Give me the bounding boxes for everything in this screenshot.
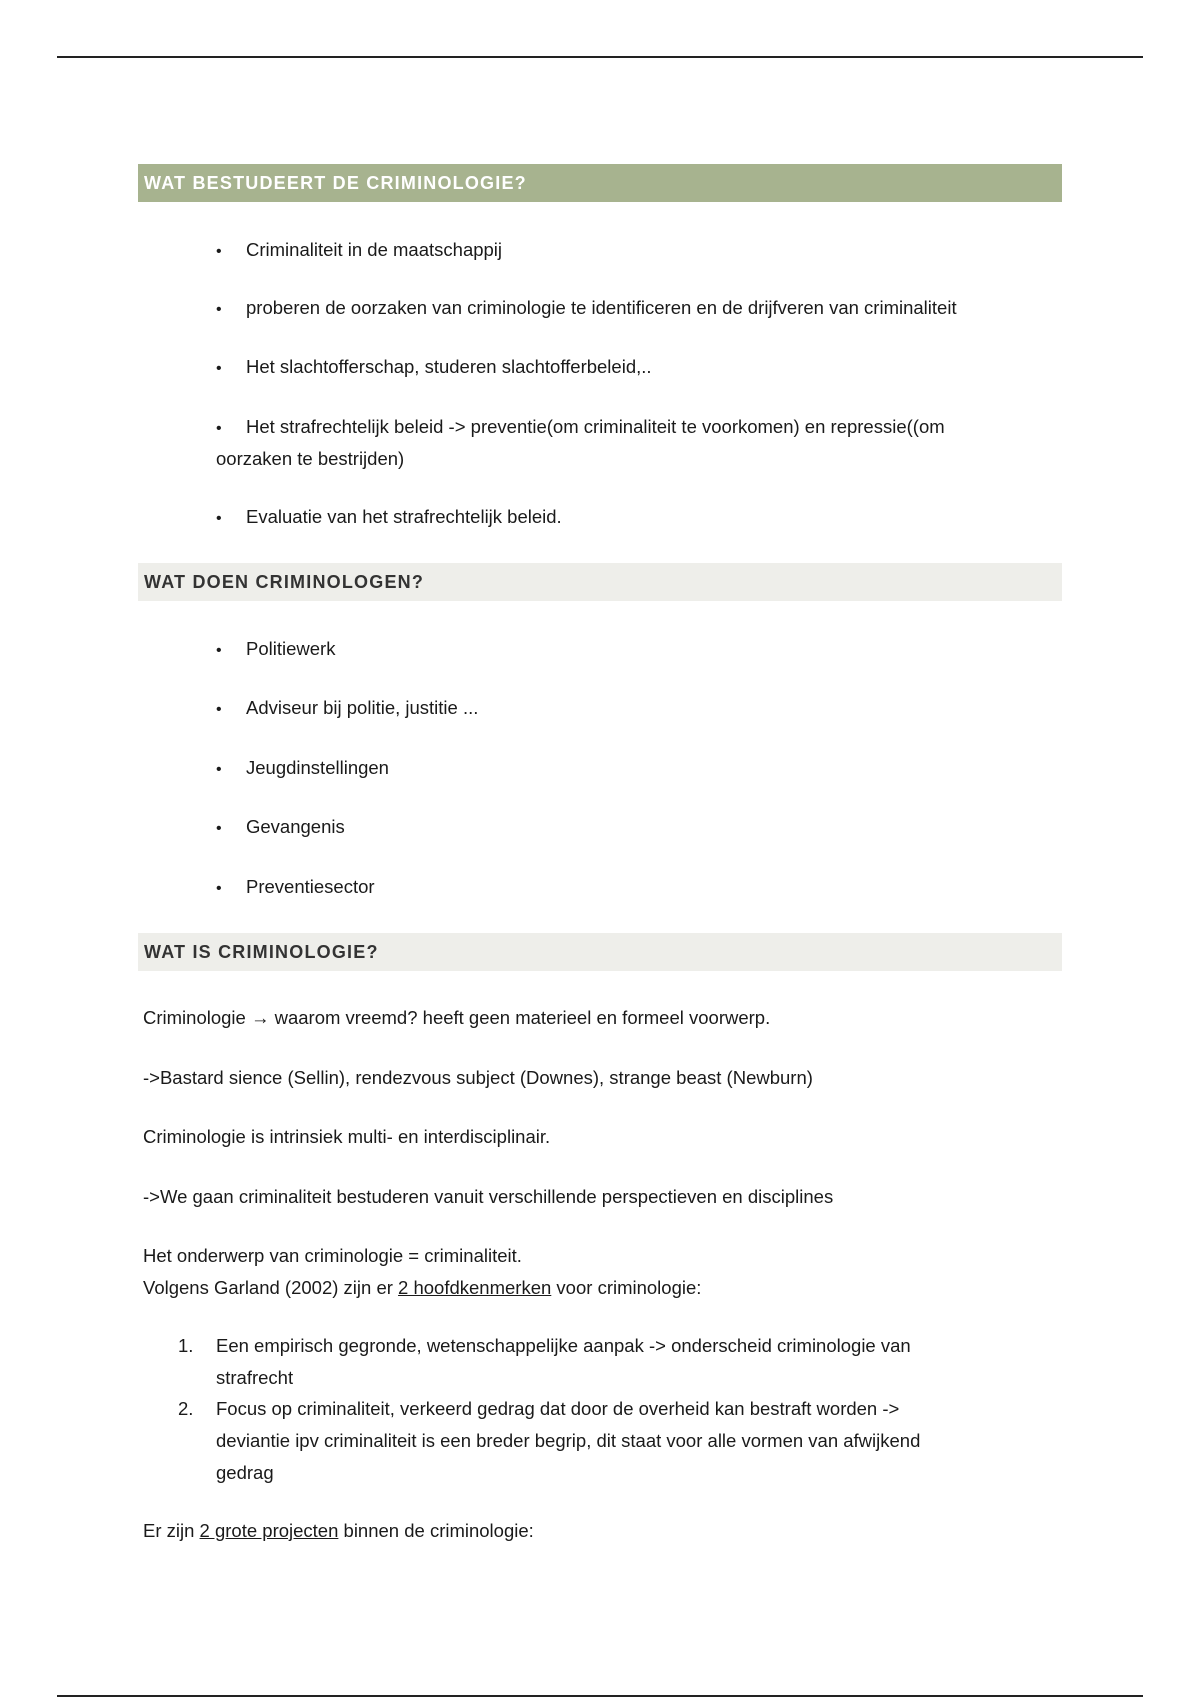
list-item-text: Criminaliteit in de maatschappij [246, 239, 503, 260]
list-item-text: Evaluatie van het strafrechtelijk beleid. [246, 506, 562, 527]
bullet-icon: • [216, 420, 222, 437]
header-rule [57, 56, 1143, 58]
section-heading-text: WAT IS CRIMINOLOGIE? [144, 941, 379, 962]
bullet-icon: • [216, 510, 222, 527]
section-heading-text: WAT DOEN CRIMINOLOGEN? [144, 571, 425, 592]
bullet-icon: • [216, 360, 222, 377]
paragraph [143, 1515, 1073, 1547]
numbered-item [178, 1393, 1038, 1489]
paragraph: Criminologie → waarom vreemd? heeft geen materieel en formeel voorwerp. [143, 1007, 771, 1028]
list-item [216, 753, 1076, 785]
section-heading-text: WAT BESTUDEERT DE CRIMINOLOGIE? [144, 172, 527, 193]
bullet-icon: • [216, 243, 222, 260]
bullet-icon: • [216, 880, 222, 897]
paragraph-text: binnen de criminologie: [338, 1520, 534, 1541]
list-item [216, 634, 1076, 666]
paragraph: Het onderwerp van criminologie = criminaliteit. [143, 1245, 522, 1266]
paragraph: ->We gaan criminaliteit bestuderen vanuit verschillende perspectieven en disciplines [143, 1186, 834, 1207]
paragraph-text: Volgens Garland (2002) zijn er [143, 1277, 399, 1298]
underlined-term: 2 grote projecten [199, 1520, 339, 1541]
item-text: Focus op criminaliteit, verkeerd gedrag dat door de overheid kan bestraft worden -> [216, 1398, 900, 1419]
list-item-text: proberen de oorzaken van criminologie te identificeren en de drijfveren van criminaliteit [246, 297, 957, 318]
numbered-item [178, 1330, 1038, 1394]
bullet-icon: • [216, 301, 222, 318]
item-text: strafrecht [216, 1367, 294, 1388]
list-item [216, 502, 1076, 534]
list-item-text-continued: oorzaken te bestrijden) [216, 448, 405, 469]
paragraph: ->Bastard sience (Sellin), rendezvous subject (Downes), strange beast (Newburn) [143, 1067, 813, 1088]
list-item [216, 293, 1076, 325]
list-item [216, 812, 1076, 844]
section-heading-wat-bestudeert [138, 164, 1062, 202]
item-number: 1. [178, 1335, 194, 1356]
section-heading-wat-is [138, 933, 1062, 971]
list-item [216, 693, 1076, 725]
list-item-text: Preventiesector [246, 876, 375, 897]
section-heading-wat-doen [138, 563, 1062, 601]
bullet-icon: • [216, 701, 222, 718]
underlined-term: 2 hoofdkenmerken [398, 1277, 552, 1298]
list-item [216, 235, 1076, 267]
paragraph-text: Er zijn [143, 1520, 200, 1541]
list-item-text: Jeugdinstellingen [246, 757, 389, 778]
list-item-text: Adviseur bij politie, justitie ... [246, 697, 479, 718]
list-item [216, 352, 1076, 384]
list-item-text: Het strafrechtelijk beleid -> preventie(om criminaliteit te voorkomen) en repressie((om [246, 416, 945, 437]
paragraph: Criminologie is intrinsiek multi- en interdisciplinair. [143, 1126, 551, 1147]
bullet-icon: • [216, 820, 222, 837]
item-text: Een empirisch gegronde, wetenschappelijke aanpak -> onderscheid criminologie van [216, 1335, 911, 1356]
list-item-text: Het slachtofferschap, studeren slachtofferbeleid,.. [246, 356, 652, 377]
item-number: 2. [178, 1398, 194, 1419]
list-item-text: Gevangenis [246, 816, 345, 837]
item-text: gedrag [216, 1462, 274, 1483]
paragraph [143, 1272, 1073, 1304]
paragraph-text: voor criminologie: [551, 1277, 702, 1298]
list-item [216, 872, 1076, 904]
list-item [216, 412, 1076, 474]
item-text: deviantie ipv criminaliteit is een breder begrip, dit staat voor alle vormen van afwijkend [216, 1430, 921, 1451]
footer-rule [57, 1695, 1143, 1697]
bullet-icon: • [216, 761, 222, 778]
list-item-text: Politiewerk [246, 638, 336, 659]
bullet-icon: • [216, 642, 222, 659]
